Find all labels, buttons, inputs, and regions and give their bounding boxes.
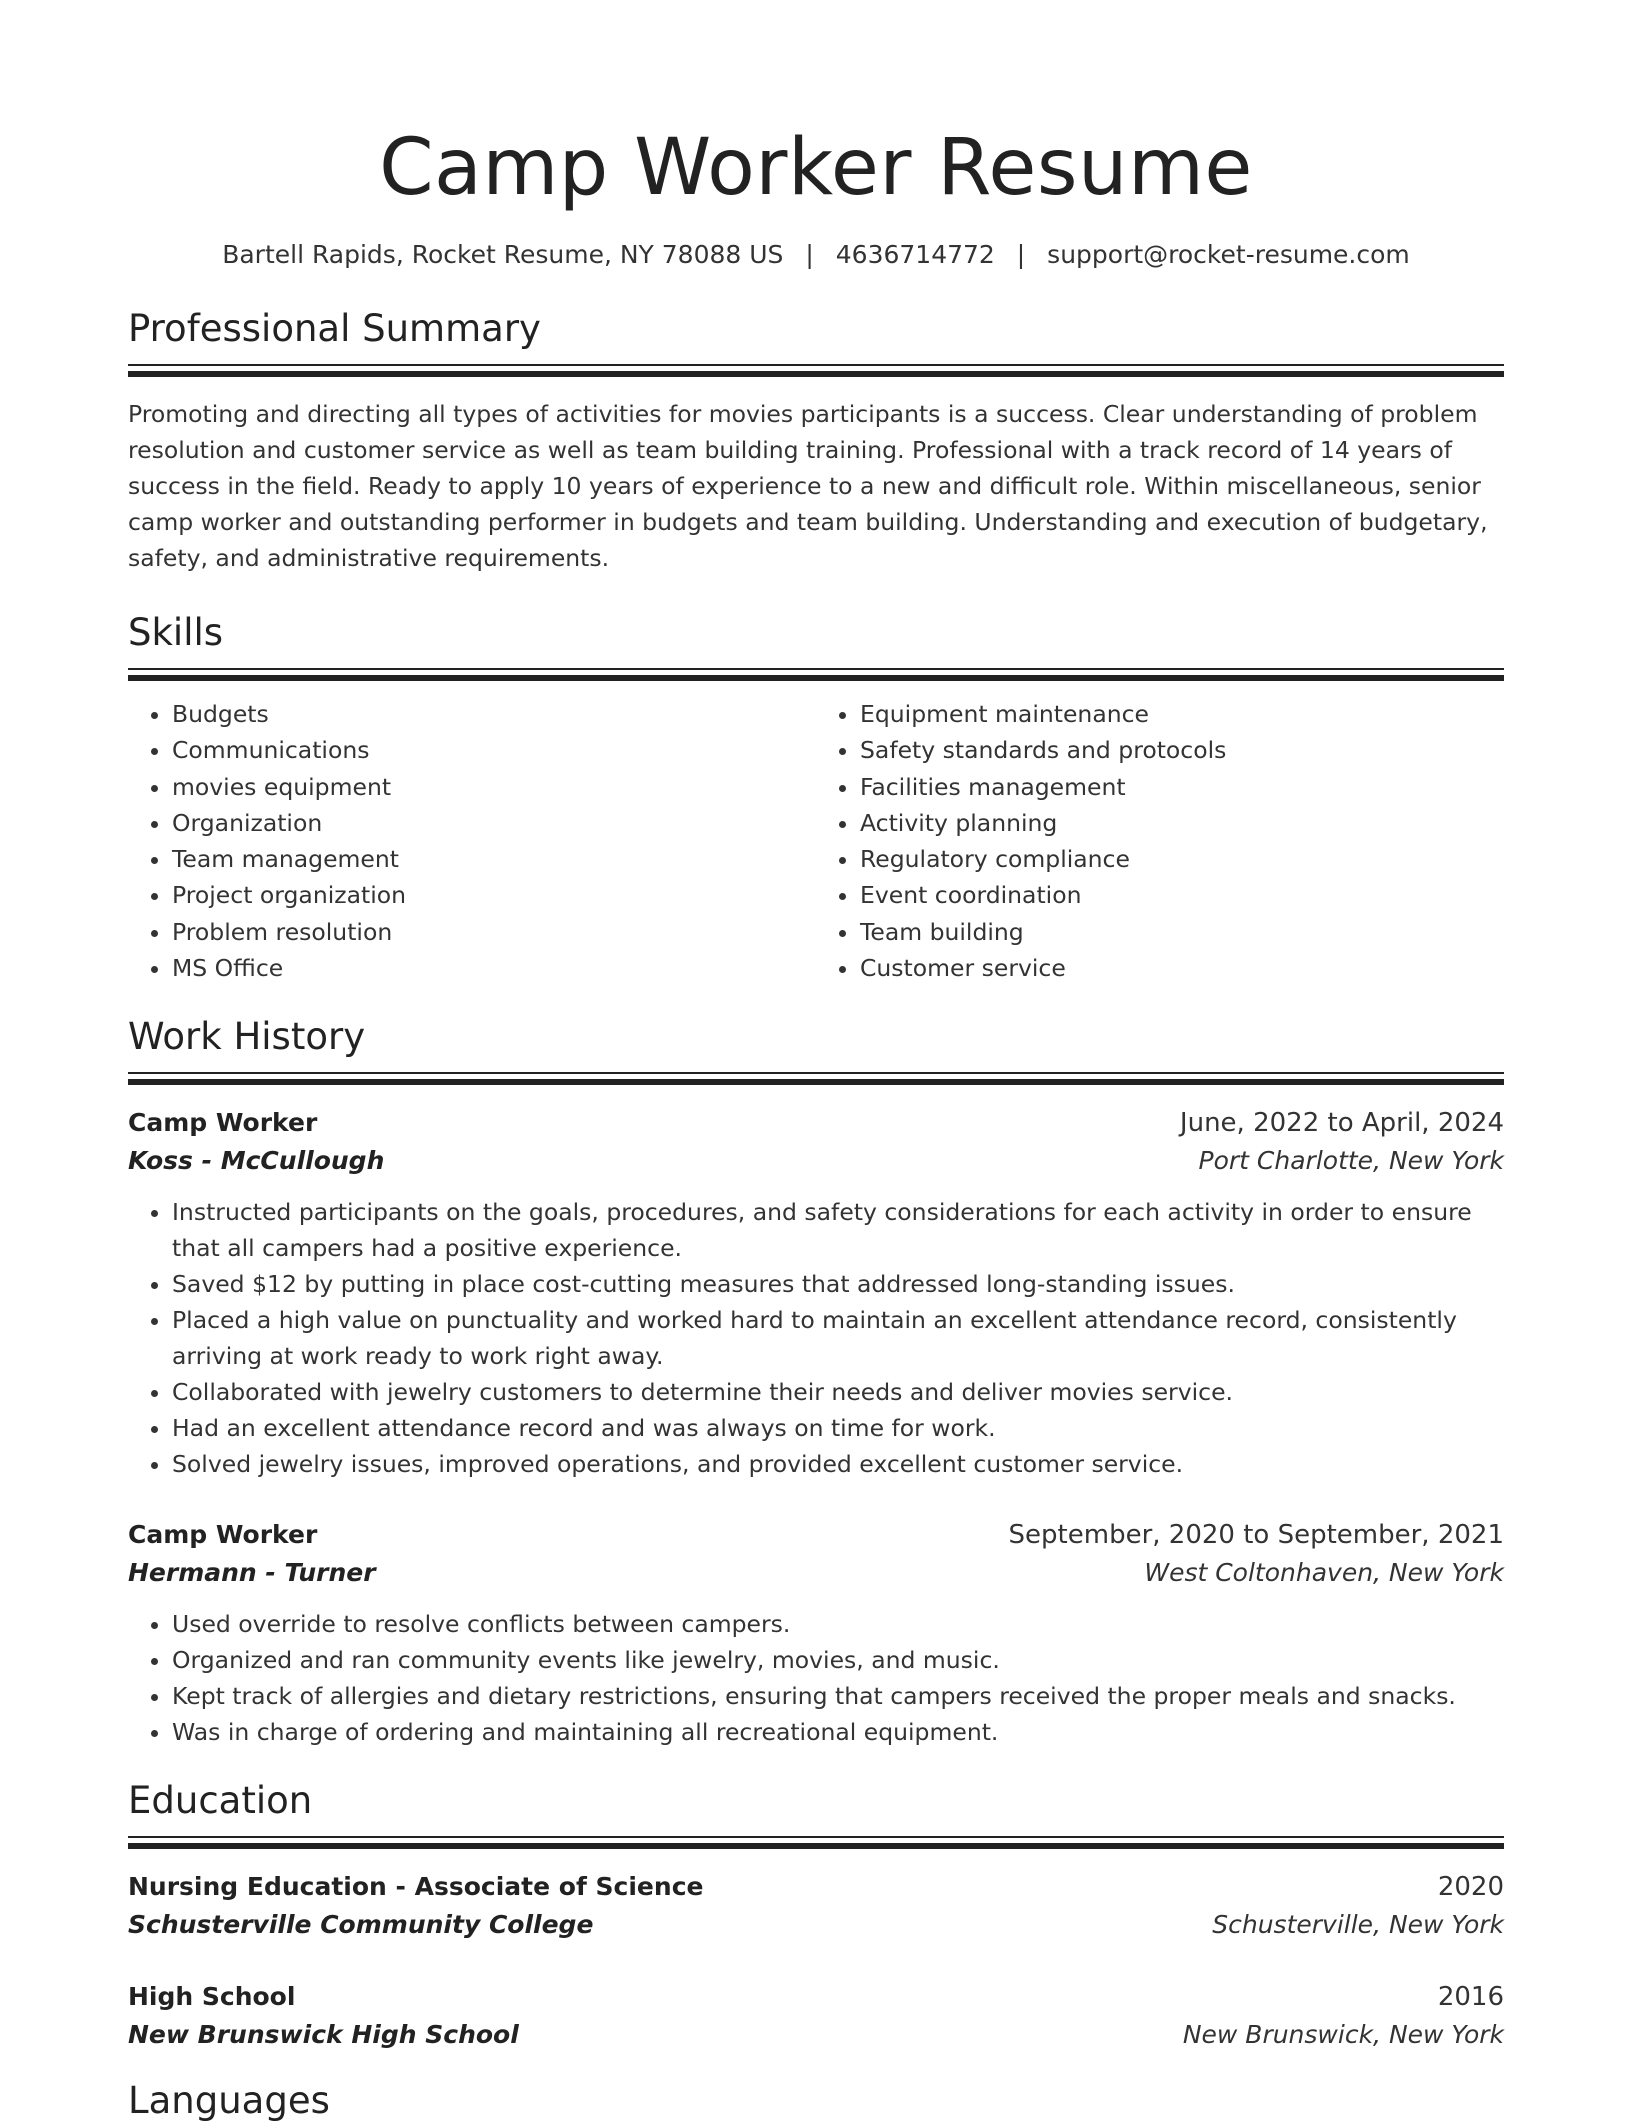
contact-separator: | (805, 240, 814, 269)
contact-email: support@rocket-resume.com (1047, 240, 1410, 269)
job-entry (128, 1104, 1504, 1482)
job-bullet: • Placed a high value on punctuality and worked hard to maintain an excellent attendance record, consistently arriving at work ready to work right away. (172, 1302, 1504, 1374)
job-entry (128, 1516, 1504, 1750)
job-header (128, 1104, 1504, 1142)
education-header (128, 1978, 1504, 2016)
skill-item: • Communications (172, 732, 816, 768)
job-subheader (128, 1142, 1504, 1180)
job-bullet: • Used override to resolve conflicts between campers. (172, 1606, 1504, 1642)
job-bullets (128, 1606, 1504, 1750)
skill-item: • Problem resolution (172, 914, 816, 950)
education-entry (128, 1868, 1504, 1944)
resume-page (128, 0, 1504, 2126)
skill-item: • Budgets (172, 696, 816, 732)
job-location: West Coltonhaven, New York (1144, 1558, 1504, 1588)
job-header (128, 1516, 1504, 1554)
job-bullet: • Solved jewelry issues, improved operations, and provided excellent customer service. (172, 1446, 1504, 1482)
section-divider (128, 1072, 1504, 1088)
job-bullet: • Kept track of allergies and dietary restrictions, ensuring that campers received the proper meals and snacks. (172, 1678, 1504, 1714)
section-divider (128, 668, 1504, 684)
job-dates: September, 2020 to September, 2021 (1008, 1520, 1504, 1551)
skill-item: • Safety standards and protocols (860, 732, 1504, 768)
education-year: 2016 (1437, 1982, 1504, 2013)
summary-heading: Professional Summary (128, 307, 541, 350)
education-degree: High School (128, 1982, 296, 2012)
education-section (128, 1776, 1504, 2054)
skills-list-right (816, 696, 1504, 986)
job-bullet: • Organized and ran community events like jewelry, movies, and music. (172, 1642, 1504, 1678)
skill-item: • Event coordination (860, 877, 1504, 913)
education-entry (128, 1978, 1504, 2054)
work-history-heading: Work History (128, 1015, 366, 1059)
skill-item: • Project organization (172, 877, 816, 913)
job-bullet: • Had an excellent attendance record and was always on time for work. (172, 1410, 1504, 1446)
job-subheader (128, 1554, 1504, 1592)
education-year: 2020 (1437, 1872, 1504, 1903)
skill-item: • Facilities management (860, 769, 1504, 805)
summary-section (128, 304, 1504, 576)
job-dates: June, 2022 to April, 2024 (1179, 1108, 1504, 1139)
summary-text: Promoting and directing all types of activities for movies participants is a success. Clear understanding of problem resolution and customer service as well as team building training. Professional with a track record of 14 years of success in the field. Ready to apply 10 years of experience to a new and difficult role. Within miscellaneous, senior camp worker and outstanding performer in budgets and team building. Understanding and execution of budgetary, safety, and administrative requirements. (128, 400, 1488, 572)
contact-phone: 4636714772 (835, 240, 995, 269)
education-heading: Education (128, 1779, 313, 1823)
job-title: Camp Worker (128, 1108, 318, 1138)
job-company: Koss - McCullough (128, 1146, 385, 1176)
skill-item: • Equipment maintenance (860, 696, 1504, 732)
skill-item: • Activity planning (860, 805, 1504, 841)
contact-address: Bartell Rapids, Rocket Resume, NY 78088 US (222, 240, 784, 269)
section-divider (128, 364, 1504, 380)
job-title: Camp Worker (128, 1520, 318, 1550)
skill-item: • Customer service (860, 950, 1504, 986)
education-subheader (128, 2016, 1504, 2054)
skill-item: • Regulatory compliance (860, 841, 1504, 877)
education-location: New Brunswick, New York (1182, 2020, 1504, 2050)
languages-section (128, 2076, 1504, 2126)
languages-heading: Languages (128, 2079, 330, 2123)
job-bullets (128, 1194, 1504, 1482)
job-company: Hermann - Turner (128, 1558, 376, 1588)
skills-list-left (128, 696, 816, 986)
education-degree: Nursing Education - Associate of Science (128, 1872, 704, 1902)
job-bullet: • Was in charge of ordering and maintaining all recreational equipment. (172, 1714, 1504, 1750)
contact-line (128, 238, 1504, 272)
skill-item: • Team building (860, 914, 1504, 950)
section-divider (128, 1836, 1504, 1852)
job-bullet: • Saved $12 by putting in place cost-cutting measures that addressed long-standing issues. (172, 1266, 1504, 1302)
job-location: Port Charlotte, New York (1198, 1146, 1504, 1176)
skill-item: • MS Office (172, 950, 816, 986)
skill-item: • movies equipment (172, 769, 816, 805)
education-location: Schusterville, New York (1212, 1910, 1504, 1940)
skill-item: • Team management (172, 841, 816, 877)
education-header (128, 1868, 1504, 1906)
resume-title: Camp Worker Resume (379, 123, 1253, 213)
skill-item: • Organization (172, 805, 816, 841)
education-school: Schusterville Community College (128, 1910, 594, 1940)
job-bullet: • Instructed participants on the goals, procedures, and safety considerations for each activity in order to ensure that all campers had a positive experience. (172, 1194, 1504, 1266)
education-subheader (128, 1906, 1504, 1944)
skills-section (128, 608, 1504, 986)
work-history-section (128, 1012, 1504, 1750)
education-school: New Brunswick High School (128, 2020, 519, 2050)
job-bullet: • Collaborated with jewelry customers to determine their needs and deliver movies service. (172, 1374, 1504, 1410)
skills-heading: Skills (128, 611, 224, 654)
skills-columns (128, 696, 1504, 986)
contact-separator: | (1016, 240, 1026, 269)
